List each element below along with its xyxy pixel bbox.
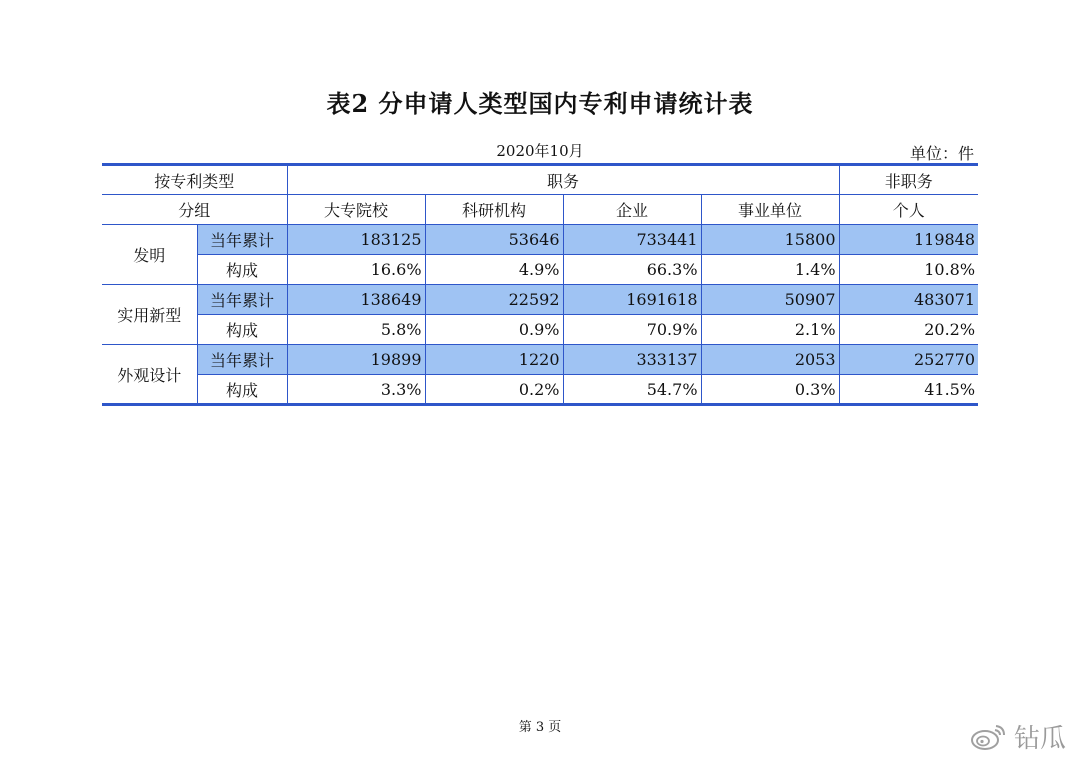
table-row	[102, 255, 978, 285]
unit-label: 单位：件	[909, 144, 974, 163]
table-cell: 70.9%	[563, 315, 701, 345]
table-cell: 19899	[287, 345, 425, 375]
table-cell: 15800	[701, 225, 839, 255]
feizhiwu-header: 非职务	[839, 165, 978, 195]
table-row	[102, 345, 978, 375]
table-cell: 252770	[839, 345, 978, 375]
table-row	[102, 315, 978, 345]
row-label: 构成	[197, 255, 287, 285]
table-cell: 138649	[287, 285, 425, 315]
table-cell: 1.4%	[701, 255, 839, 285]
group-header-line2: 分组	[102, 195, 287, 225]
table-cell: 119848	[839, 225, 978, 255]
table-cell: 50907	[701, 285, 839, 315]
table-cell: 66.3%	[563, 255, 701, 285]
table-cell: 1220	[425, 345, 563, 375]
header-row-2	[102, 195, 978, 225]
table-cell: 1691618	[563, 285, 701, 315]
zhiwu-header: 职务	[287, 165, 839, 195]
group-header-line1: 按专利类型	[102, 165, 287, 195]
table-cell: 2.1%	[701, 315, 839, 345]
group-label: 实用新型	[102, 285, 197, 345]
column-header: 个人	[839, 195, 978, 225]
row-label: 构成	[197, 315, 287, 345]
table-cell: 41.5%	[839, 375, 978, 405]
page-number: 第 3 页	[518, 720, 562, 735]
table-cell: 16.6%	[287, 255, 425, 285]
table-cell: 4.9%	[425, 255, 563, 285]
header-row-1	[102, 165, 978, 195]
table-cell: 20.2%	[839, 315, 978, 345]
table-title: 表2 分申请人类型国内专利申请统计表	[326, 89, 754, 118]
column-header: 科研机构	[425, 195, 563, 225]
table-cell: 2053	[701, 345, 839, 375]
row-label: 构成	[197, 375, 287, 405]
column-header: 大专院校	[287, 195, 425, 225]
table-cell: 0.3%	[701, 375, 839, 405]
row-label: 当年累计	[197, 225, 287, 255]
table-cell: 3.3%	[287, 375, 425, 405]
group-label: 外观设计	[102, 345, 197, 405]
watermark-text: 钻瓜	[1013, 724, 1066, 754]
row-label: 当年累计	[197, 345, 287, 375]
table-row	[102, 375, 978, 405]
table-cell: 10.8%	[839, 255, 978, 285]
table-cell: 483071	[839, 285, 978, 315]
column-header: 事业单位	[701, 195, 839, 225]
weibo-icon	[968, 722, 1008, 752]
patent-statistics-table	[102, 163, 978, 406]
row-label: 当年累计	[197, 285, 287, 315]
table-row	[102, 285, 978, 315]
table-cell: 5.8%	[287, 315, 425, 345]
table-cell: 183125	[287, 225, 425, 255]
table-row	[102, 225, 978, 255]
report-date: 2020年10月	[496, 142, 584, 160]
table-cell: 53646	[425, 225, 563, 255]
table-cell: 54.7%	[563, 375, 701, 405]
table-cell: 333137	[563, 345, 701, 375]
watermark	[968, 718, 1066, 755]
table-cell: 0.9%	[425, 315, 563, 345]
column-header: 企业	[563, 195, 701, 225]
table-cell: 733441	[563, 225, 701, 255]
group-label: 发明	[102, 225, 197, 285]
table-cell: 22592	[425, 285, 563, 315]
table-cell: 0.2%	[425, 375, 563, 405]
